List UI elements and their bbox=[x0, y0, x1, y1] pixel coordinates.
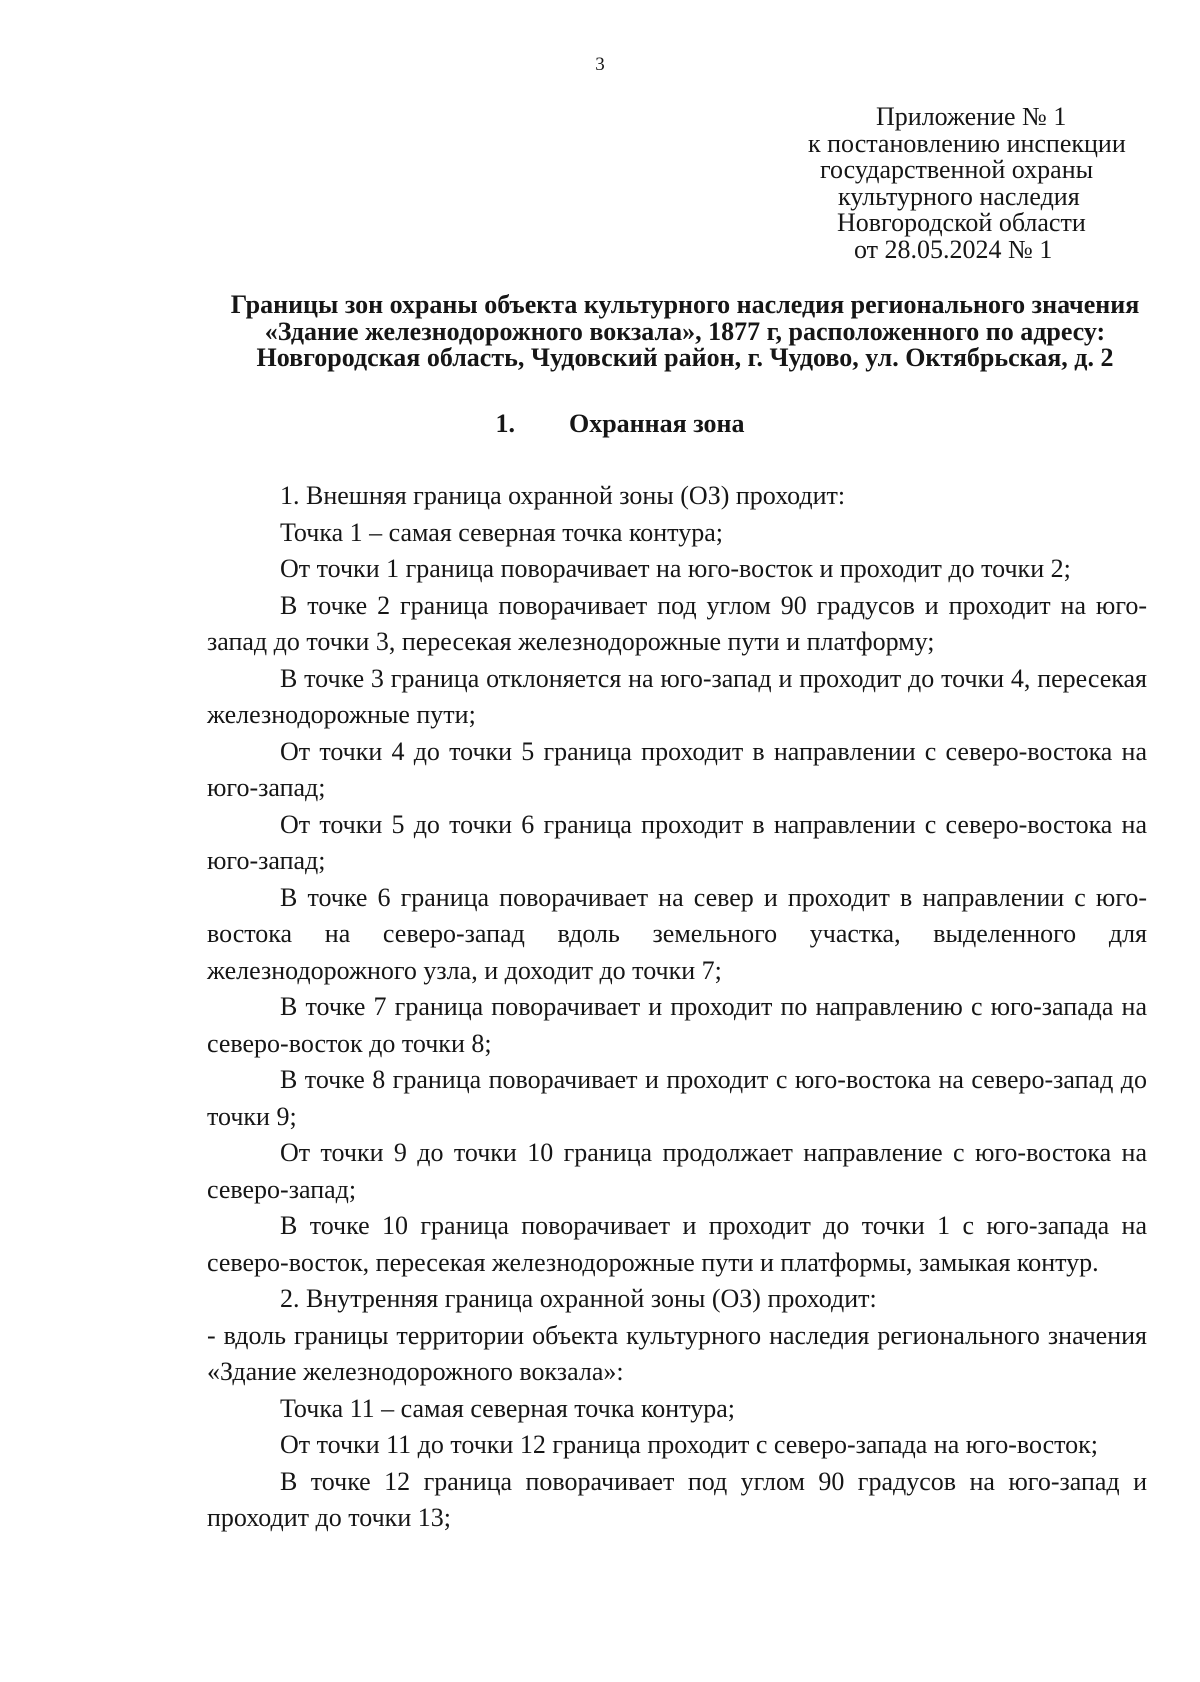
paragraph: От точки 5 до точки 6 граница проходит в направлении с северо-востока на юго-запад; bbox=[207, 809, 1147, 875]
paragraph: От точки 4 до точки 5 граница проходит в направлении с северо-востока на юго-запад; bbox=[207, 736, 1147, 802]
appendix-line: Приложение № 1 bbox=[876, 102, 1067, 131]
section-heading bbox=[0, 409, 1200, 439]
page-number: 3 bbox=[595, 54, 605, 75]
appendix-line: к постановлению инспекции bbox=[808, 128, 1126, 158]
appendix-line: Новгородской области bbox=[837, 208, 1086, 237]
paragraph: Точка 1 – самая северная точка контура; bbox=[280, 517, 723, 547]
paragraph: В точке 2 граница поворачивает под углом 90 градусов и проходит на юго-запад до точки 3, пересекая железнодорожные пути и платформу; bbox=[207, 590, 1147, 656]
paragraph: Точка 11 – самая северная точка контура; bbox=[280, 1393, 735, 1423]
section-title: Охранная зона bbox=[569, 409, 745, 438]
paragraph: В точке 3 граница отклоняется на юго-запад и проходит до точки 4, пересекая железнодорожные пути; bbox=[207, 663, 1147, 729]
paragraph: От точки 9 до точки 10 граница продолжает направление с юго-востока на северо-запад; bbox=[207, 1138, 1147, 1204]
paragraph: В точке 8 граница поворачивает и проходит с юго-востока на северо-запад до точки 9; bbox=[207, 1065, 1147, 1131]
paragraph: 2. Внутренняя граница охранной зоны (ОЗ) проходит: bbox=[280, 1284, 877, 1313]
section-number: 1. bbox=[495, 409, 515, 438]
paragraph: В точке 10 граница поворачивает и проходит до точки 1 с юго-запада на северо-восток, пересекая железнодорожные пути и платформы, замыкая контур. bbox=[207, 1211, 1147, 1277]
paragraph: 1. Внешняя граница охранной зоны (ОЗ) проходит: bbox=[280, 481, 846, 510]
paragraph: - вдоль границы территории объекта культурного наследия регионального значения «Здание железнодорожного вокзала»: bbox=[207, 1320, 1147, 1386]
paragraph: От точки 11 до точки 12 граница проходит с северо-запада на юго-восток; bbox=[280, 1430, 1099, 1459]
paragraph: В точке 12 граница поворачивает под углом 90 градусов на юго-запад и проходит до точки 13; bbox=[207, 1466, 1147, 1532]
document-title: Границы зон охраны объекта культурного наследия регионального значения «Здание железнодорожного вокзала», 1877 г, расположенного по адресу: Новгородская область, Чудовский район, г. Чудово, ул. Октябрьская, д. 2 bbox=[230, 290, 1140, 372]
appendix-line: культурного наследия bbox=[838, 181, 1080, 211]
document-body bbox=[207, 478, 1147, 1537]
paragraph: В точке 7 граница поворачивает и проходит по направлению с юго-запада на северо-восток до точки 8; bbox=[207, 992, 1147, 1058]
appendix-header bbox=[780, 104, 1180, 263]
paragraph: От точки 1 граница поворачивает на юго-восток и проходит до точки 2; bbox=[280, 554, 1071, 583]
appendix-line: государственной охраны bbox=[820, 155, 1094, 184]
paragraph: В точке 6 граница поворачивает на север и проходит в направлении с юго-востока на северо-запад вдоль земельного участка, выделенного для железнодорожного узла, и доходит до точки 7; bbox=[207, 882, 1147, 985]
appendix-line: от 28.05.2024 № 1 bbox=[854, 234, 1053, 264]
